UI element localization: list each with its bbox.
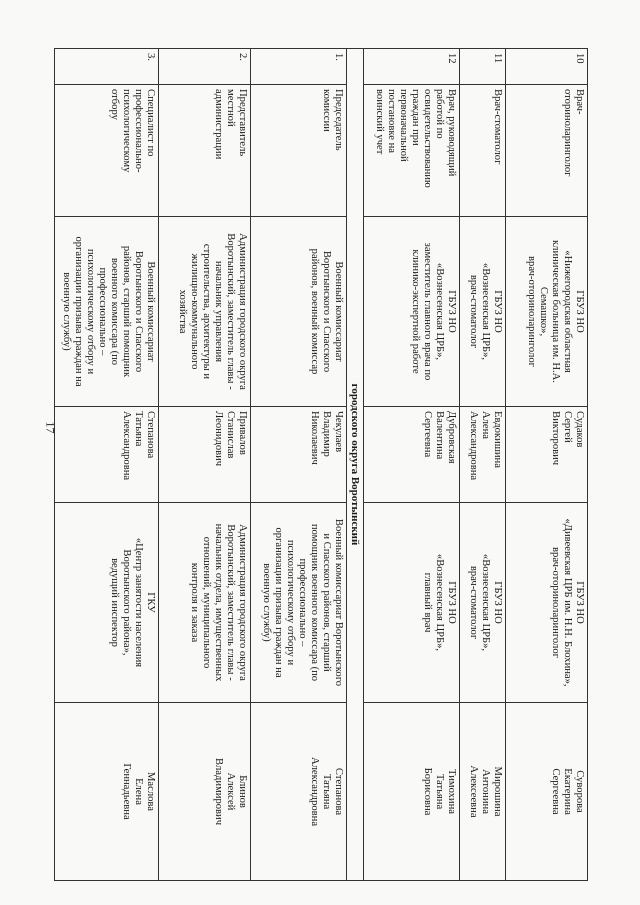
- position-cell: Председатель комиссии: [251, 85, 347, 217]
- sub-org-cell: ГКУ «Центр занятости населения Воротынского района», ведущий инспектор: [55, 503, 159, 703]
- main-org-cell: Администрация городского округа Воротынский, заместитель главы - начальник управления строительства, архитектуры и жилищно-коммунального хозяйства: [159, 217, 251, 407]
- main-org-cell: ГБУЗ НО «Нижегородская областная клиническая больница им. Н.А. Семашко», врач-оториноларинголог: [506, 217, 588, 407]
- sub-name-cell: Тимохина Татьяна Борисовна: [364, 703, 460, 881]
- sub-org-cell: ГБУЗ НО «Дивеевская ЦРБ им. Н.Н. Блохина», врач-оториноларинголог: [506, 503, 588, 703]
- sub-org-cell: ГБУЗ НО «Вознесенская ЦРБ», главный врач: [364, 503, 460, 703]
- section-title: городского округа Воротынский: [347, 49, 364, 881]
- main-name-cell: Судаков Сергей Викторович: [506, 407, 588, 503]
- sub-org-cell: Военный комиссариат Воротынского и Спасского районов, старший помощник военного комиссара (по профессионально – психологическому отбору и организации призыва граждан на военную службу): [251, 503, 347, 703]
- page-number: 17: [43, 421, 58, 434]
- position-cell: Представитель местной администрации: [159, 85, 251, 217]
- row-number: 10: [506, 49, 588, 85]
- sub-name-cell: Блинов Алексей Владимирович: [159, 703, 251, 881]
- main-org-cell: ГБУЗ НО «Вознесенская ЦРБ», врач-стоматолог: [460, 217, 506, 407]
- row-number: 2.: [159, 49, 251, 85]
- table-row: [364, 49, 460, 881]
- sub-name-cell: Степанова Татьяна Александровна: [251, 703, 347, 881]
- main-name-cell: Евдокишина Алена Александровна: [460, 407, 506, 503]
- sub-org-cell: Администрация городского округа Воротынский, заместитель главы - начальник отдела, имущественных отношений, муниципального контроля и заказа: [159, 503, 251, 703]
- main-name-cell: Привалов Станислав Леонидович: [159, 407, 251, 503]
- sub-name-cell: Мирошина Антонина Алексеевна: [460, 703, 506, 881]
- position-cell: Специалист по профессионально- психологическому отбору: [55, 85, 159, 217]
- row-number: 3.: [55, 49, 159, 85]
- main-name-cell: Чекулаев Владимир Николаевич: [251, 407, 347, 503]
- position-cell: Врач-стоматолог: [460, 85, 506, 217]
- row-number: 12: [364, 49, 460, 85]
- table-row: [506, 49, 588, 881]
- main-org-cell: ГБУЗ НО «Вознесенская ЦРБ», заместитель главного врача по клинико-экспертной работе: [364, 217, 460, 407]
- commission-table: [54, 48, 588, 881]
- main-name-cell: Степанова Татьяна Александровна: [55, 407, 159, 503]
- main-name-cell: Дубровская Валентина Сергеевна: [364, 407, 460, 503]
- sub-name-cell: Суворова Екатерина Сергеевна: [506, 703, 588, 881]
- main-org-cell: Военный комиссариат Воротынского и Спасского районов, старший помощник военного комиссара (по профессионально – психологическому отбору и организации призыва граждан на военную службу): [55, 217, 159, 407]
- table-row: [55, 49, 159, 881]
- table-row: [251, 49, 347, 881]
- table-row: [460, 49, 506, 881]
- rotated-table-wrapper: [56, 48, 588, 880]
- row-number: 1.: [251, 49, 347, 85]
- position-cell: Врач, руководящий работой по освидетельствованию граждан при первоначальной постановке на воинский учет: [364, 85, 460, 217]
- sub-org-cell: ГБУЗ НО «Вознесенская ЦРБ», врач-стоматолог: [460, 503, 506, 703]
- row-number: 11: [460, 49, 506, 85]
- sub-name-cell: Маслова Елена Геннадьевна: [55, 703, 159, 881]
- table-row: [159, 49, 251, 881]
- section-header-row: [347, 49, 364, 881]
- position-cell: Врач- оториноларинголог: [506, 85, 588, 217]
- main-org-cell: Военный комиссариат Воротынского и Спасского районов, военный комиссар: [251, 217, 347, 407]
